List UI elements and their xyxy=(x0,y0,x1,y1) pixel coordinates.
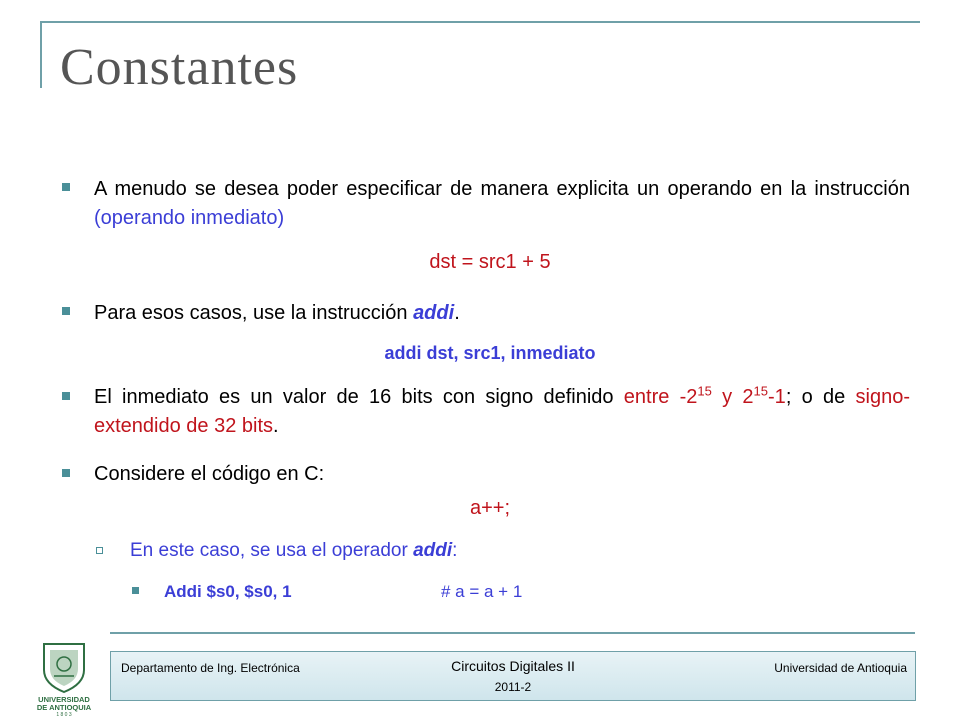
bullet-1-text: A menudo se desea poder especificar de manera explicita un operando en la instrucción (operando inmediato) xyxy=(94,178,910,229)
bullet-2-text: Para esos casos, use la instrucción addi. xyxy=(94,302,460,324)
operand-highlight: (operando inmediato) xyxy=(94,207,285,229)
university-logo xyxy=(30,640,98,716)
addi-syntax: addi dst, src1, inmediato xyxy=(384,343,596,363)
addi-keyword: addi xyxy=(413,302,455,324)
sign-extended-highlight: signo-extendido de 32 bits xyxy=(94,386,911,437)
bullet-marker xyxy=(62,307,70,315)
footer-department: Departamento de Ing. Electrónica xyxy=(121,661,300,675)
slide-title: Constantes xyxy=(60,39,299,96)
range-highlight: entre $-2^{15}$ y $2^{15}-1$ xyxy=(623,383,786,408)
addi-operator-keyword: addi xyxy=(413,540,453,561)
bullet-4-text: Considere el código en C: xyxy=(94,463,325,485)
addi-comment: # a = a + 1 xyxy=(441,582,523,601)
svg-text:1 8 0 3: 1 8 0 3 xyxy=(56,712,72,716)
bullet-marker xyxy=(62,392,70,400)
footer-course-title: Circuitos Digitales II xyxy=(451,658,575,674)
sub-bullet-text: En este caso, se usa el operador addi: xyxy=(130,540,458,561)
sub-bullet-marker xyxy=(96,547,103,554)
svg-text:UNIVERSIDAD: UNIVERSIDAD xyxy=(38,695,90,704)
university-seal-icon xyxy=(30,640,98,716)
bullet-marker xyxy=(62,183,70,191)
example-dst-expression: dst = src1 + 5 xyxy=(429,251,551,273)
footer-year: 2011-2 xyxy=(494,680,532,694)
addi-code-line: Addi $s0, $s0, 1 xyxy=(164,582,292,601)
bullet-marker xyxy=(62,469,70,477)
bottom-frame-line xyxy=(110,632,915,634)
footer-banner xyxy=(110,651,916,701)
footer-university: Universidad de Antioquia xyxy=(774,661,907,675)
left-frame-line xyxy=(40,21,42,88)
c-code-example: a++; xyxy=(469,497,511,519)
sub-sub-bullet-marker xyxy=(132,587,139,594)
top-frame-line xyxy=(40,21,920,23)
svg-text:DE ANTIOQUIA: DE ANTIOQUIA xyxy=(36,703,92,712)
bullet-3-text: El inmediato es un valor de 16 bits con signo definido entre $-2^{15}$ y $2^{15}-1$; o de signo-extendido de 32 bits. xyxy=(94,383,911,437)
